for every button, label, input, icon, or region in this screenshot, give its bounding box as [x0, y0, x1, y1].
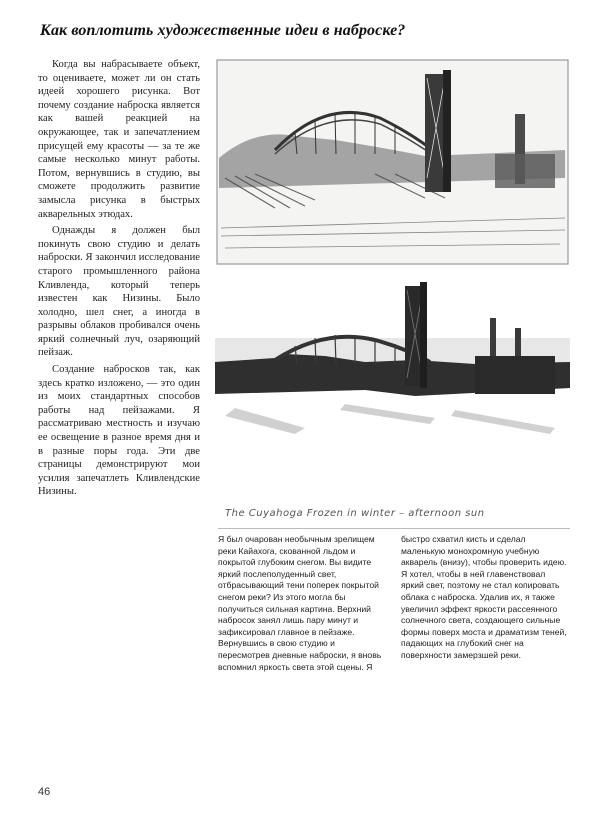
pencil-sketch-illustration [215, 58, 570, 266]
illustration-caption [218, 534, 570, 673]
page-title: Как воплотить художественные идеи в наброске? [40, 22, 406, 39]
caption-divider [218, 528, 570, 529]
body-paragraph: Однажды я должен был покинуть свою студию и делать наброски. Я закончил исследование старого промышленного района Кливленда, который теперь известен как Низины. Было холодно, шел снег, а иногда в разрывы облаков пробивался очень яркий солнечный луч, озаряющий пейзаж. [38, 225, 200, 359]
page-number: 46 [38, 786, 51, 798]
caption-text: Я был очарован необычным зрелищем реки Кайахога, скованной льдом и покрытой глубоким снегом. Вы видите яркий послеполуденный свет, отбрасывающий тени поперек покрытой снегом реки? Из этого могла бы получиться сильная картина. Верхний набросок занял лишь пару минут и зафиксировал главное в пейзаже. Вернувшись в свою студию и пересмотрев дневные наброски, я вновь вспомнил яркость света этой сцены. Я быстро схватил кисть и сделал маленькую монохромную учебную акварель (внизу), чтобы проверить идею. Я хотел, чтобы в ней главенствовал яркий свет, поэтому не стал копировать облака с наброска. Удалив их, я также увеличил эффект яркости рассеянного солнечного света, создающего сильные формы поверх моста и драматизм теней, падающих на глубокий снег на поверхности замерзшей реки. [218, 534, 567, 672]
body-text [38, 58, 200, 502]
watercolor-study-illustration [215, 278, 570, 492]
body-paragraph: Создание набросков так, как здесь кратко изложено, — это один из моих стандартных способов работы над пейзажами. Я рассматриваю местность и изучаю ее освещение в разное время дня и в разные поры года. Эти две страницы демонстрируют мои усилия запечатлеть Кливлендские Низины. [38, 364, 200, 498]
body-paragraph: Когда вы набрасываете объект, то оцениваете, может ли он стать идеей хорошего рисунка. Вот почему создание наброска является как вашей реакцией на окружающее, так и запечатлением присущей ему красоты — за те же самые несколько минут работы. Потом, вернувшись в студию, вы сможете продолжить развитие замысла рисунка в быстрых акварельных этюдах. [38, 59, 200, 220]
handwritten-caption: The Cuyahoga Frozen in winter – afternoon sun [225, 508, 485, 519]
